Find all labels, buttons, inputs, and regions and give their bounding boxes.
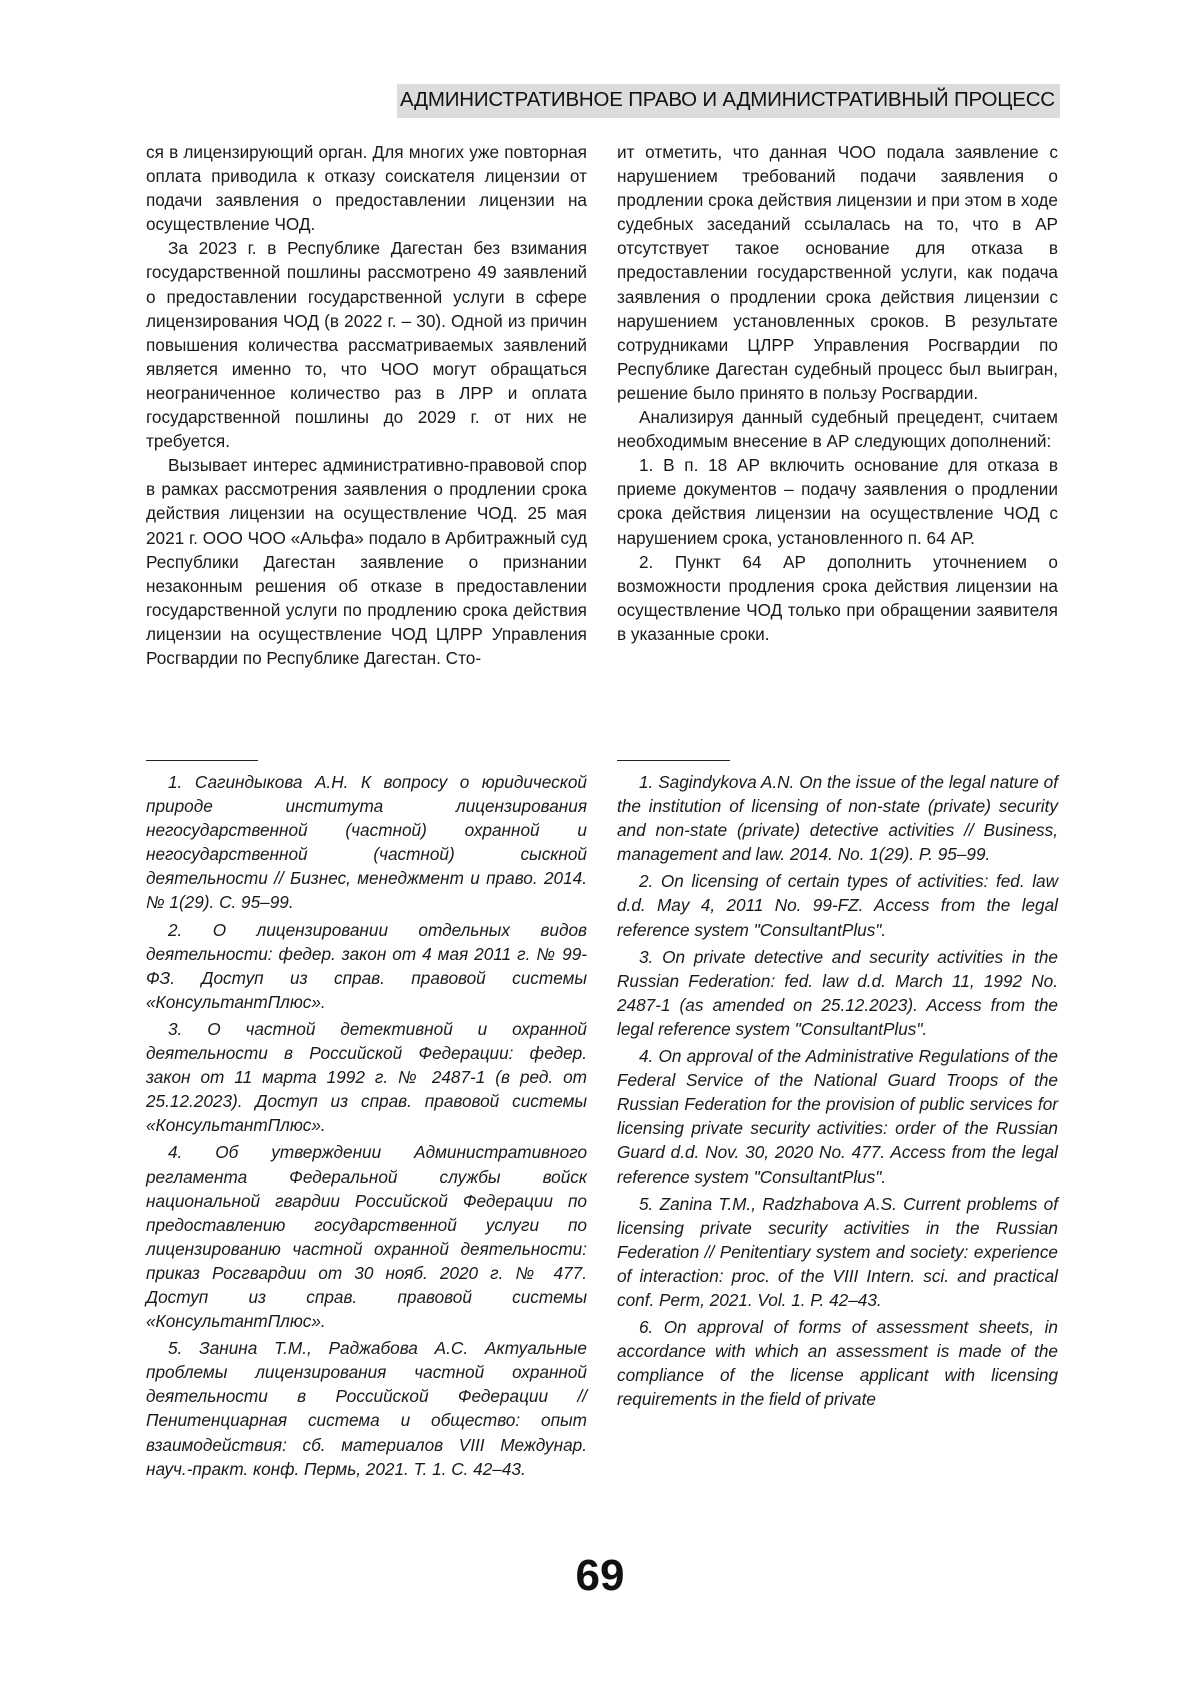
paragraph: ит отметить, что данная ЧОО подала заявление с нарушением требований подачи заявления о продлении срока действия лицензии и при этом в ходе судебных заседаний ссылалась на то, что в АР отсутствует такое основание для отказа в предоставлении государственной услуги, как подача заявления о продлении срока действия лицензии с нарушением установленных сроков. В результате сотрудниками ЦЛРР Управления Росгвардии по Республике Дагестан судебный процесс был выигран, решение было принято в пользу Росгвардии. <box>617 142 1058 403</box>
footnotes-english <box>617 770 1058 1414</box>
paragraph: ся в лицензирующий орган. Для многих уже повторная оплата приводила к отказу соискателя лицензии от подачи заявления о предоставлении лицензии на осуществление ЧОД. <box>146 142 587 235</box>
footnote-divider <box>617 760 730 761</box>
footnotes-russian <box>146 770 587 1484</box>
footnote: 6. On approval of forms of assessment sheets, in accordance with which an assessment is made of the compliance of the license applicant with licensing requirements in the field of private <box>617 1317 1058 1410</box>
footnote: 3. О частной детективной и охранной деятельности в Российской Федерации: федер. закон от 11 марта 1992 г. № 2487-1 (в ред. от 25.12.2023). Доступ из справ. правовой системы «КонсультантПлюс». <box>146 1018 587 1136</box>
footnote: 4. On approval of the Administrative Regulations of the Federal Service of the National Guard Troops of the Russian Federation for the provision of public services for licensing private security activities: order of the Russian Guard d.d. Nov. 30, 2020 No. 477. Access from the legal reference system "ConsultantPlus". <box>617 1046 1058 1187</box>
paragraph: Анализируя данный судебный прецедент, считаем необходимым внесение в АР следующих дополнений: <box>617 407 1058 452</box>
running-header: АДМИНИСТРАТИВНОЕ ПРАВО И АДМИНИСТРАТИВНЫЙ ПРОЦЕСС <box>400 88 1055 111</box>
footnote-divider <box>146 760 258 761</box>
paragraph: 2. Пункт 64 АР дополнить уточнением о возможности продления срока действия лицензии на осуществление ЧОД только при обращении заявителя в указанные сроки. <box>617 551 1058 644</box>
footnote: 1. Sagindykova A.N. On the issue of the legal nature of the institution of licensing of non-state (private) security and non-state (private) detective activities // Business, management and law. 2014. No. 1(29). P. 95–99. <box>617 772 1058 865</box>
right-column <box>617 140 1058 646</box>
paragraph: За 2023 г. в Республике Дагестан без взимания государственной пошлины рассмотрено 49 заявлений о предоставлении государственной услуги в сфере лицензирования ЧОД (в 2022 г. – 30). Одной из причин повышения количества рассматриваемых заявлений является именно то, что ЧОО могут обращаться неограниченное количество раз в ЛРР и оплата государственной пошлины до 2029 г. от них не требуется. <box>146 238 587 452</box>
footnote: 1. Сагиндыкова А.Н. К вопросу о юридической природе института лицензирования негосударственной (частной) охранной и негосударственной (частной) сыскной деятельности // Бизнес, менеджмент и право. 2014. № 1(29). С. 95–99. <box>146 772 587 913</box>
paragraph: 1. В п. 18 АР включить основание для отказа в приеме документов – подачу заявления о продлении срока действия лицензии на осуществление ЧОД с нарушением срока, установленного п. 64 АР. <box>617 455 1058 548</box>
footnote: 5. Занина Т.М., Раджабова А.С. Актуальные проблемы лицензирования частной охранной деятельности в Российской Федерации // Пенитенциарная система и общество: опыт взаимодействия: сб. материалов VIII Междунар. науч.-практ. конф. Пермь, 2021. Т. 1. С. 42–43. <box>146 1338 587 1479</box>
footnote: 2. On licensing of certain types of activities: fed. law d.d. May 4, 2011 No. 99-FZ. Access from the legal reference system "ConsultantPlus". <box>617 871 1058 940</box>
left-column <box>146 140 587 670</box>
footnote: 5. Zanina T.M., Radzhabova A.S. Current problems of licensing private security activities in the Russian Federation // Penitentiary system and society: experience of interaction: proc. of the VIII Intern. sci. and practical conf. Perm, 2021. Vol. 1. P. 42–43. <box>617 1193 1058 1310</box>
page-number: 69 <box>575 1551 625 1600</box>
footnote: 2. О лицензировании отдельных видов деятельности: федер. закон от 4 мая 2011 г. № 99-ФЗ. Доступ из справ. правовой системы «КонсультантПлюс». <box>146 919 587 1012</box>
footnote: 4. Об утверждении Административного регламента Федеральной службы войск национальной гвардии Российской Федерации по предоставлению государственной услуги по лицензированию частной охранной деятельности: приказ Росгвардии от 30 нояб. 2020 г. № 477. Доступ из справ. правовой системы «КонсультантПлюс». <box>146 1142 587 1332</box>
paragraph: Вызывает интерес административно-правовой спор в рамках рассмотрения заявления о продлении срока действия лицензии на осуществление ЧОД. 25 мая 2021 г. ООО ЧОО «Альфа» подало в Арбитражный суд Республики Дагестан заявление о признании незаконным решения об отказе в предоставлении государственной услуги по продлению срока действия лицензии на осуществление ЧОД ЦЛРР Управления Росгвардии по Республике Дагестан. Сто- <box>146 455 587 668</box>
footnote: 3. On private detective and security activities in the Russian Federation: fed. law d.d. March 11, 1992 No. 2487-1 (as amended on 25.12.2023). Access from the legal reference system "ConsultantPlus". <box>617 946 1058 1039</box>
